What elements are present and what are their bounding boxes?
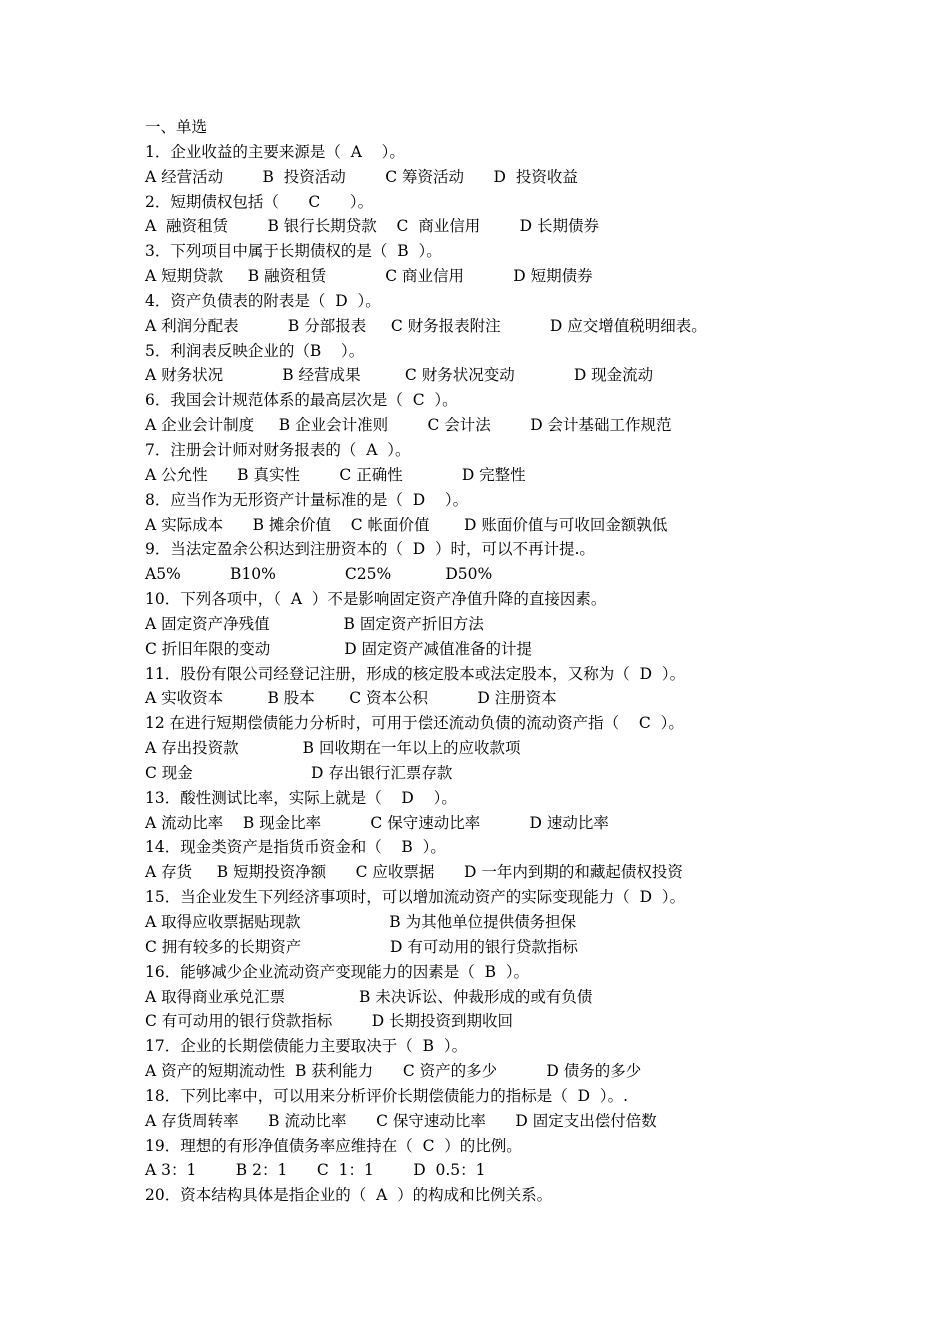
question-line: 3．下列项目中属于长期债权的是（ B ）。 — [145, 242, 442, 261]
option-line: A 财务状况 B 经营成果 C 财务状况变动 D 现金流动 — [145, 366, 654, 385]
option-line: A 实收资本 B 股本 C 资本公积 D 注册资本 — [145, 689, 557, 708]
option-line: A 3：1 B 2：1 C 1：1 D 0.5：1 — [145, 1161, 486, 1180]
option-line: C 有可动用的银行贷款指标 D 长期投资到期收回 — [145, 1012, 514, 1031]
option-line: A5% B10% C25% D50% — [145, 565, 493, 584]
option-line: A 取得应收票据贴现款 B 为其他单位提供债务担保 — [145, 913, 577, 931]
option-line: A 企业会计制度 B 企业会计准则 C 会计法 D 会计基础工作规范 — [145, 416, 672, 435]
question-line: 15．当企业发生下列经济事项时，可以增加流动资产的实际变现能力（ D ）。 — [145, 888, 686, 907]
question-line: 11．股份有限公司经登记注册，形成的核定股本或法定股本，又称为（ D ）。 — [145, 664, 686, 683]
option-line: A 利润分配表 B 分部报表 C 财务报表附注 D 应交增值税明细表。 — [145, 316, 707, 335]
option-line: C 现金 D 存出银行汇票存款 — [145, 763, 453, 782]
option-line: A 存出投资款 B 回收期在一年以上的应收款项 — [145, 739, 521, 758]
question-line: 10．下列各项中，（ A ）不是影响固定资产净值升降的直接因素。 — [145, 590, 607, 609]
question-line: 1．企业收益的主要来源是（ A ）。 — [145, 142, 405, 161]
section-title: 一、单选 — [145, 118, 208, 136]
option-line: A 短期贷款 B 融资租赁 C 商业信用 D 短期债券 — [145, 267, 593, 286]
question-line: 7．注册会计师对财务报表的（ A ）。 — [145, 440, 411, 459]
question-line: 13．酸性测试比率，实际上就是（ D ）。 — [145, 788, 457, 807]
question-line: 19．理想的有形净值债务率应维持在（ C ）的比例。 — [145, 1136, 522, 1155]
option-line: A 取得商业承兑汇票 B 未决诉讼、仲裁形成的或有负债 — [145, 987, 593, 1006]
question-line: 2．短期债权包括（ C ）。 — [145, 192, 374, 211]
option-line: A 流动比率 B 现金比率 C 保守速动比率 D 速动比率 — [145, 813, 609, 832]
option-line: A 存货周转率 B 流动比率 C 保守速动比率 D 固定支出偿付倍数 — [145, 1111, 657, 1130]
question-line: 18．下列比率中，可以用来分析评价长期偿债能力的指标是（ D ）。. — [145, 1086, 629, 1105]
option-line: A 固定资产净残值 B 固定资产折旧方法 — [145, 614, 484, 633]
question-line: 9．当法定盈余公积达到注册资本的（ D ）时，可以不再计提.。 — [145, 540, 595, 559]
question-line: 4．资产负债表的附表是（ D ）。 — [145, 291, 381, 310]
question-line: 12 在进行短期偿债能力分析时，可用于偿还流动负债的流动资产指（ C ）。 — [145, 714, 684, 733]
question-line: 17．企业的长期偿债能力主要取决于（ B ）。 — [145, 1037, 468, 1056]
option-line: A 公允性 B 真实性 C 正确性 D 完整性 — [145, 465, 526, 484]
question-line: 20．资本结构具体是指企业的（ A ）的构成和比例关系。 — [145, 1186, 553, 1205]
option-line: A 存货 B 短期投资净额 C 应收票据 D 一年内到期的和藏起债权投资 — [145, 863, 683, 882]
question-list — [145, 115, 845, 1208]
option-line: A 资产的短期流动性 B 获利能力 C 资产的多少 D 债务的多少 — [145, 1062, 642, 1081]
question-line: 5．利润表反映企业的（B ）。 — [145, 341, 365, 360]
question-line: 14．现金类资产是指货币资金和（ B ）。 — [145, 838, 446, 857]
option-line: C 拥有较多的长期资产 D 有可动用的银行贷款指标 — [145, 937, 578, 956]
option-line: A 实际成本 B 摊余价值 C 帐面价值 D 账面价值与可收回金额孰低 — [145, 515, 668, 534]
question-line: 16．能够减少企业流动资产变现能力的因素是（ B ）。 — [145, 962, 530, 981]
option-line: A 经营活动 B 投资活动 C 筹资活动 D 投资收益 — [145, 167, 578, 186]
question-line: 8．应当作为无形资产计量标准的是（ D ）。 — [145, 490, 469, 509]
question-line: 6．我国会计规范体系的最高层次是（ C ）。 — [145, 391, 458, 410]
option-line: C 折旧年限的变动 D 固定资产减值准备的计提 — [145, 639, 533, 658]
option-line: A 融资租赁 B 银行长期贷款 C 商业信用 D 长期债券 — [145, 217, 599, 236]
